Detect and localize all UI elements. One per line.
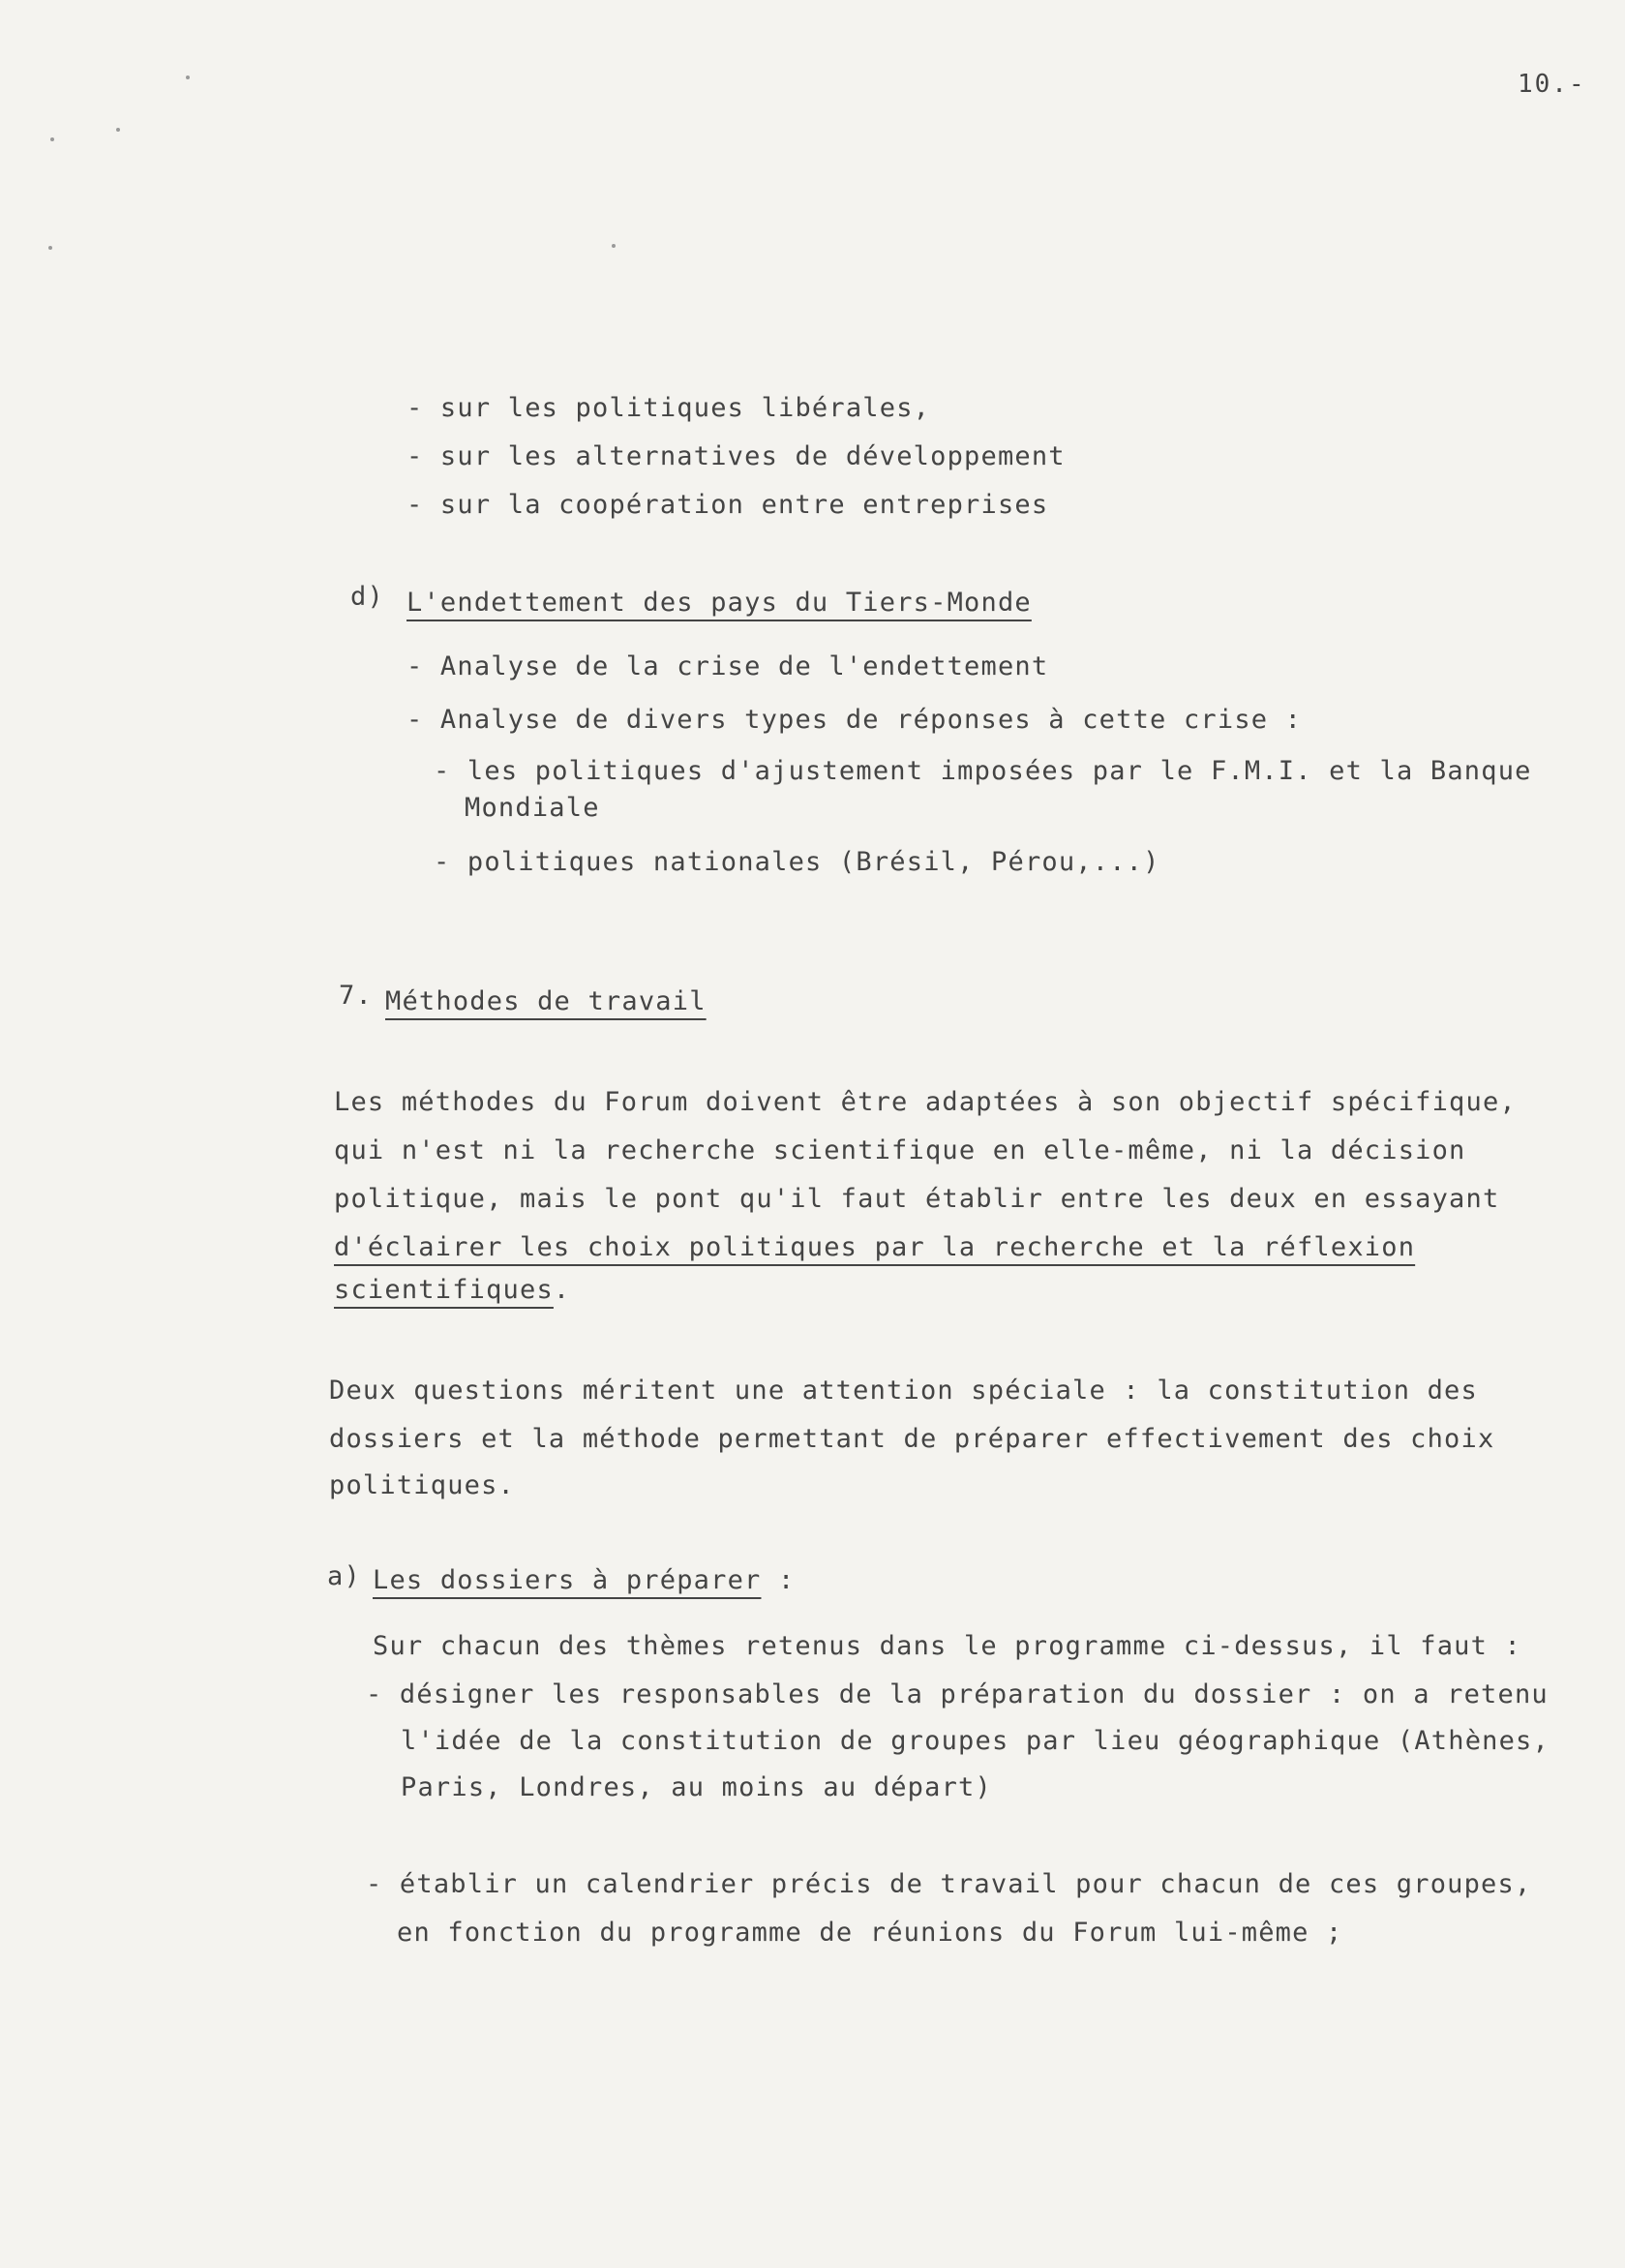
speck (48, 246, 52, 250)
para2-line: Deux questions méritent une attention spéciale : la constitution des (329, 1376, 1478, 1406)
section-a-heading: Les dossiers à préparer (373, 1565, 762, 1595)
para1-line: d'éclairer les choix politiques par la recherche et la réflexion (334, 1232, 1416, 1262)
section-a-line: Sur chacun des thèmes retenus dans le programme ci-dessus, il faut : (373, 1631, 1521, 1661)
section-d-subitem: Mondiale (465, 793, 600, 823)
section-d-subitem: - politiques nationales (Brésil, Pérou,...) (434, 847, 1160, 877)
para1-line: politique, mais le pont qu'il faut établir entre les deux en essayant (334, 1184, 1500, 1214)
section-a-line: l'idée de la constitution de groupes par lieu géographique (Athènes, (401, 1726, 1550, 1756)
para1-period: . (553, 1275, 571, 1305)
page-number: 10.- (1518, 70, 1586, 99)
section-a-line: Paris, Londres, au moins au départ) (401, 1772, 992, 1802)
para2-line: dossiers et la méthode permettant de préparer effectivement des choix (329, 1424, 1495, 1454)
speck (116, 128, 120, 132)
section-7-heading: Méthodes de travail (385, 986, 707, 1016)
para2-line: politiques. (329, 1470, 516, 1500)
intro-item: - sur les politiques libérales, (406, 393, 931, 423)
intro-item: - sur la coopération entre entreprises (406, 490, 1049, 520)
para1-line: Les méthodes du Forum doivent être adaptées à son objectif spécifique, (334, 1087, 1517, 1117)
section-a-line: - établir un calendrier précis de travail pour chacun de ces groupes, (366, 1869, 1532, 1899)
para1-line-last (334, 1274, 570, 1307)
para1-underlined-word: scientifiques (334, 1275, 554, 1305)
section-d-item: - Analyse de divers types de réponses à cette crise : (406, 705, 1303, 735)
section-a-line: - désigner les responsables de la préparation du dossier : on a retenu (366, 1679, 1549, 1709)
speck (186, 76, 190, 79)
section-a-marker: a) (327, 1561, 361, 1591)
para1-line: qui n'est ni la recherche scientifique en elle-même, ni la décision (334, 1135, 1466, 1165)
speck (612, 244, 616, 248)
speck (50, 137, 54, 141)
intro-item: - sur les alternatives de développement (406, 441, 1066, 471)
section-d-item: - Analyse de la crise de l'endettement (406, 651, 1049, 681)
section-a-line: en fonction du programme de réunions du Forum lui-même ; (397, 1918, 1343, 1948)
section-d-marker: d) (350, 582, 384, 612)
section-a-heading-suffix: : (761, 1565, 796, 1595)
section-d-heading: L'endettement des pays du Tiers-Monde (406, 588, 1032, 618)
section-d-subitem: - les politiques d'ajustement imposées par le F.M.I. et la Banque (434, 756, 1532, 786)
section-7-number: 7. (339, 981, 373, 1011)
section-a-heading-line (373, 1564, 795, 1597)
